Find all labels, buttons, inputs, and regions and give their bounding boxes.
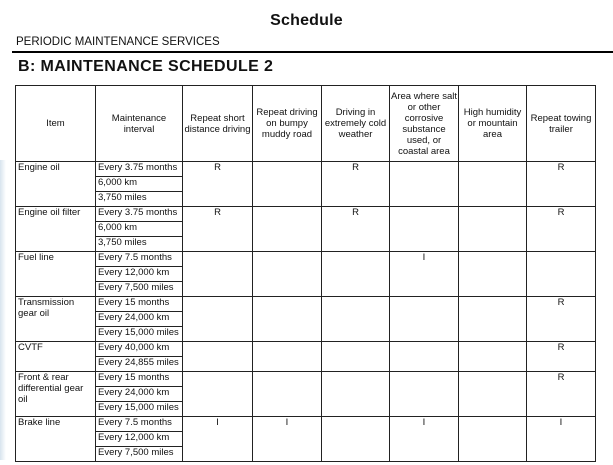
condition-mark-cell: I: [390, 417, 459, 462]
schedule-title: B: MAINTENANCE SCHEDULE 2: [18, 58, 274, 75]
table-row: [16, 417, 596, 432]
edge-shadow: [0, 160, 6, 460]
column-header: Repeat short distance driving: [183, 86, 253, 162]
column-header: Repeat towing trailer: [527, 86, 596, 162]
interval-cell: Every 15,000 miles: [96, 402, 183, 417]
column-header: High humidity or mountain area: [459, 86, 527, 162]
condition-mark-cell: [459, 252, 527, 297]
column-header: Maintenance interval: [96, 86, 183, 162]
condition-mark-cell: [253, 162, 322, 207]
column-header: Area where salt or other corrosive substance used, or coastal area: [390, 86, 459, 162]
condition-mark-cell: I: [527, 417, 596, 462]
condition-mark-cell: I: [183, 417, 253, 462]
condition-mark-cell: [253, 297, 322, 342]
table-row: [16, 342, 596, 357]
condition-mark-cell: [183, 252, 253, 297]
condition-mark-cell: [459, 207, 527, 252]
interval-cell: 6,000 km: [96, 177, 183, 192]
interval-cell: Every 7.5 months: [96, 417, 183, 432]
item-cell: Engine oil filter: [16, 207, 96, 252]
item-cell: CVTF: [16, 342, 96, 372]
table-header-row: [16, 86, 596, 162]
condition-mark-cell: [459, 342, 527, 372]
interval-cell: 6,000 km: [96, 222, 183, 237]
interval-cell: Every 15 months: [96, 372, 183, 387]
interval-cell: Every 40,000 km: [96, 342, 183, 357]
table-row: [16, 297, 596, 312]
column-header: Repeat driving on bumpy muddy road: [253, 86, 322, 162]
condition-mark-cell: [322, 252, 390, 297]
condition-mark-cell: [183, 297, 253, 342]
interval-cell: Every 24,855 miles: [96, 357, 183, 372]
item-cell: Engine oil: [16, 162, 96, 207]
condition-mark-cell: R: [183, 162, 253, 207]
condition-mark-cell: [322, 297, 390, 342]
condition-mark-cell: [390, 297, 459, 342]
interval-cell: Every 12,000 km: [96, 267, 183, 282]
condition-mark-cell: R: [527, 297, 596, 342]
section-header: PERIODIC MAINTENANCE SERVICES: [16, 36, 220, 48]
condition-mark-cell: R: [527, 372, 596, 417]
condition-mark-cell: [390, 342, 459, 372]
condition-mark-cell: [390, 372, 459, 417]
condition-mark-cell: R: [527, 162, 596, 207]
page-title: Schedule: [270, 12, 343, 29]
condition-mark-cell: [253, 372, 322, 417]
interval-cell: Every 3.75 months: [96, 162, 183, 177]
condition-mark-cell: [459, 417, 527, 462]
interval-cell: Every 7,500 miles: [96, 447, 183, 462]
condition-mark-cell: I: [253, 417, 322, 462]
condition-mark-cell: [253, 342, 322, 372]
condition-mark-cell: [390, 162, 459, 207]
column-header: Driving in extremely cold weather: [322, 86, 390, 162]
condition-mark-cell: R: [322, 162, 390, 207]
condition-mark-cell: R: [527, 207, 596, 252]
interval-cell: Every 24,000 km: [96, 312, 183, 327]
condition-mark-cell: [183, 372, 253, 417]
table-row: [16, 207, 596, 222]
interval-cell: Every 7,500 miles: [96, 282, 183, 297]
condition-mark-cell: R: [322, 207, 390, 252]
interval-cell: 3,750 miles: [96, 192, 183, 207]
table-row: [16, 162, 596, 177]
condition-mark-cell: R: [183, 207, 253, 252]
condition-mark-cell: [459, 372, 527, 417]
condition-mark-cell: [322, 342, 390, 372]
interval-cell: Every 15 months: [96, 297, 183, 312]
item-cell: Front & rear differential gear oil: [16, 372, 96, 417]
condition-mark-cell: [459, 297, 527, 342]
condition-mark-cell: [183, 342, 253, 372]
condition-mark-cell: [390, 207, 459, 252]
condition-mark-cell: [253, 207, 322, 252]
table-row: [16, 372, 596, 387]
item-cell: Brake line: [16, 417, 96, 462]
condition-mark-cell: [322, 372, 390, 417]
condition-mark-cell: [459, 162, 527, 207]
condition-mark-cell: [322, 417, 390, 462]
table-row: [16, 252, 596, 267]
interval-cell: Every 3.75 months: [96, 207, 183, 222]
item-cell: Transmission gear oil: [16, 297, 96, 342]
condition-mark-cell: I: [390, 252, 459, 297]
condition-mark-cell: [527, 252, 596, 297]
interval-cell: Every 7.5 months: [96, 252, 183, 267]
item-cell: Fuel line: [16, 252, 96, 297]
condition-mark-cell: R: [527, 342, 596, 372]
maintenance-schedule-table: [15, 85, 596, 462]
header-rule: [12, 51, 613, 53]
interval-cell: Every 12,000 km: [96, 432, 183, 447]
interval-cell: Every 15,000 miles: [96, 327, 183, 342]
column-header: Item: [16, 86, 96, 162]
interval-cell: 3,750 miles: [96, 237, 183, 252]
interval-cell: Every 24,000 km: [96, 387, 183, 402]
condition-mark-cell: [253, 252, 322, 297]
